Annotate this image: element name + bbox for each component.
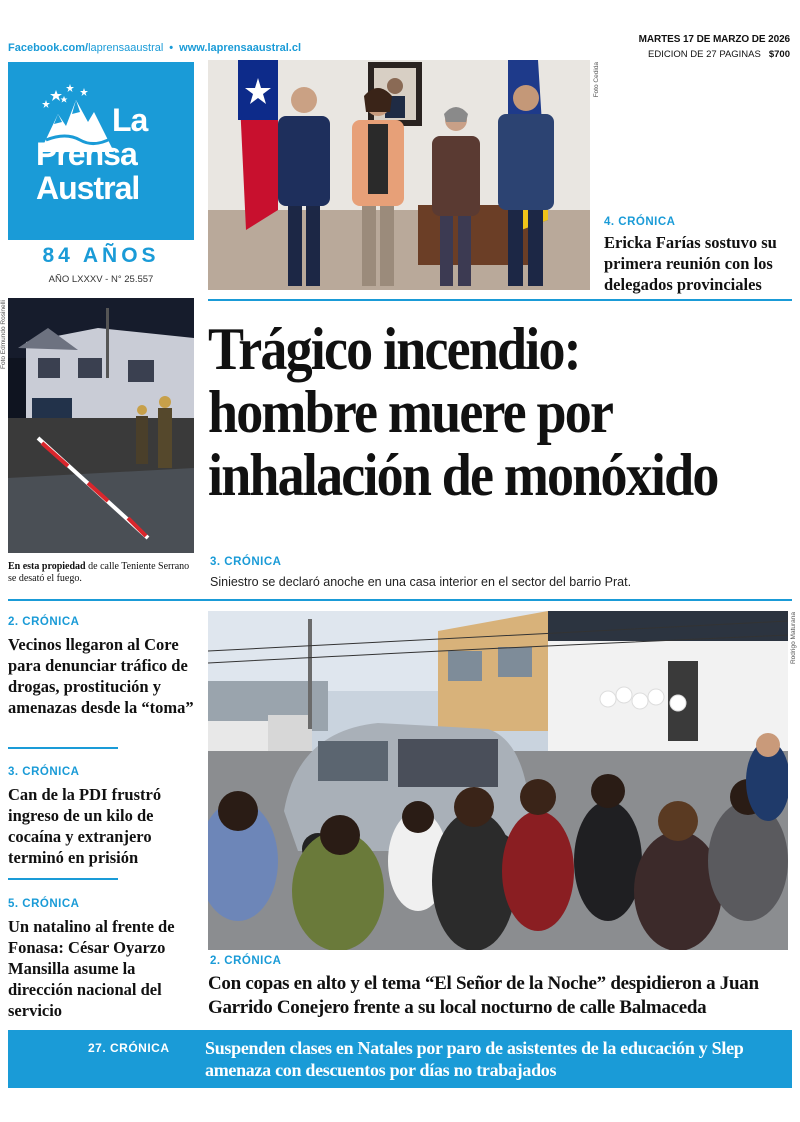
- main-story-subtitle: Siniestro se declaró anoche en una casa interior en el sector del barrio Prat.: [210, 575, 632, 589]
- website-link[interactable]: www.laprensaaustral.cl: [179, 42, 302, 54]
- issue-date: MARTES 17 DE MARZO DE 2026: [638, 34, 790, 45]
- short-divider: [8, 747, 118, 749]
- main-headline-line-1: Trágico incendio:: [208, 316, 580, 382]
- side-story-headline[interactable]: Vecinos llegaron al Core para denunciar tráfico de drogas, prostitución y amenazas desde la “toma”: [8, 635, 194, 717]
- facebook-link[interactable]: Facebook.com/laprensaaustral: [8, 42, 164, 54]
- logo-word-austral: Austral: [36, 170, 140, 206]
- edition-info: [648, 49, 790, 60]
- photo-credit-fire: Foto Edmundo Rosinelli: [0, 300, 7, 370]
- side-story-section[interactable]: 5. CRÓNICA: [8, 898, 80, 910]
- top-story-section[interactable]: 4. CRÓNICA: [604, 216, 676, 228]
- side-story-section[interactable]: 2. CRÓNICA: [8, 616, 80, 628]
- main-headline-line-2: hombre muere por: [208, 379, 613, 445]
- separator: •: [169, 42, 174, 54]
- main-headline[interactable]: [208, 318, 739, 507]
- top-story-headline[interactable]: Ericka Farías sostuvo su primera reunión con los delegados provinciales: [604, 233, 777, 294]
- main-story-section[interactable]: 3. CRÓNICA: [210, 556, 282, 568]
- delegates-photo[interactable]: [208, 60, 590, 290]
- issue-number: AÑO LXXXV - N° 25.557: [48, 274, 154, 285]
- photo-credit-top: Foto Cedida: [593, 62, 600, 98]
- funeral-story-headline[interactable]: Con copas en alto y el tema “El Señor de la Noche” despidieron a Juan Garrido Conejero frente a su local nocturno de calle Balmaceda: [208, 973, 759, 1018]
- anniversary-years: 84 AÑOS: [42, 244, 160, 267]
- photo-credit-funeral: Rodrigo Maturana: [790, 612, 797, 665]
- funeral-story-section[interactable]: 2. CRÓNICA: [210, 955, 282, 967]
- fire-photo-image: [8, 298, 194, 553]
- edition-pages: EDICION DE 27 PAGINAS: [648, 49, 761, 60]
- price: $700: [768, 49, 790, 60]
- caption-text: de calle Teniente Serrano se desató el fuego.: [8, 561, 190, 584]
- divider-rule: [208, 299, 792, 301]
- masthead-logo[interactable]: [8, 62, 194, 240]
- logo-word-prensa: Prensa: [36, 136, 137, 172]
- caption-bold: En esta propiedad: [8, 561, 86, 572]
- delegates-photo-image: [208, 60, 590, 290]
- banner-section[interactable]: 27. CRÓNICA: [88, 1041, 170, 1055]
- logo-word-la: La: [112, 102, 148, 138]
- banner-headline[interactable]: Suspenden clases en Natales por paro de asistentes de la educación y Slep amenaza con descuentos por días no trabajados: [205, 1038, 744, 1080]
- side-story-headline[interactable]: Un natalino al frente de Fonasa: César Oyarzo Mansilla asume la dirección nacional del servicio: [8, 917, 175, 1020]
- fire-photo-caption: [8, 561, 198, 585]
- short-divider: [8, 878, 118, 880]
- fire-photo[interactable]: [8, 298, 194, 553]
- side-story-section[interactable]: 3. CRÓNICA: [8, 766, 80, 778]
- side-story-headline[interactable]: Can de la PDI frustró ingreso de un kilo de cocaína y extranjero terminó en prisión: [8, 785, 162, 867]
- social-links: [8, 42, 301, 54]
- main-headline-line-3: inhalación de monóxido: [208, 442, 718, 508]
- funeral-photo[interactable]: [208, 611, 788, 950]
- funeral-photo-image: [208, 611, 788, 950]
- divider-rule: [8, 599, 792, 601]
